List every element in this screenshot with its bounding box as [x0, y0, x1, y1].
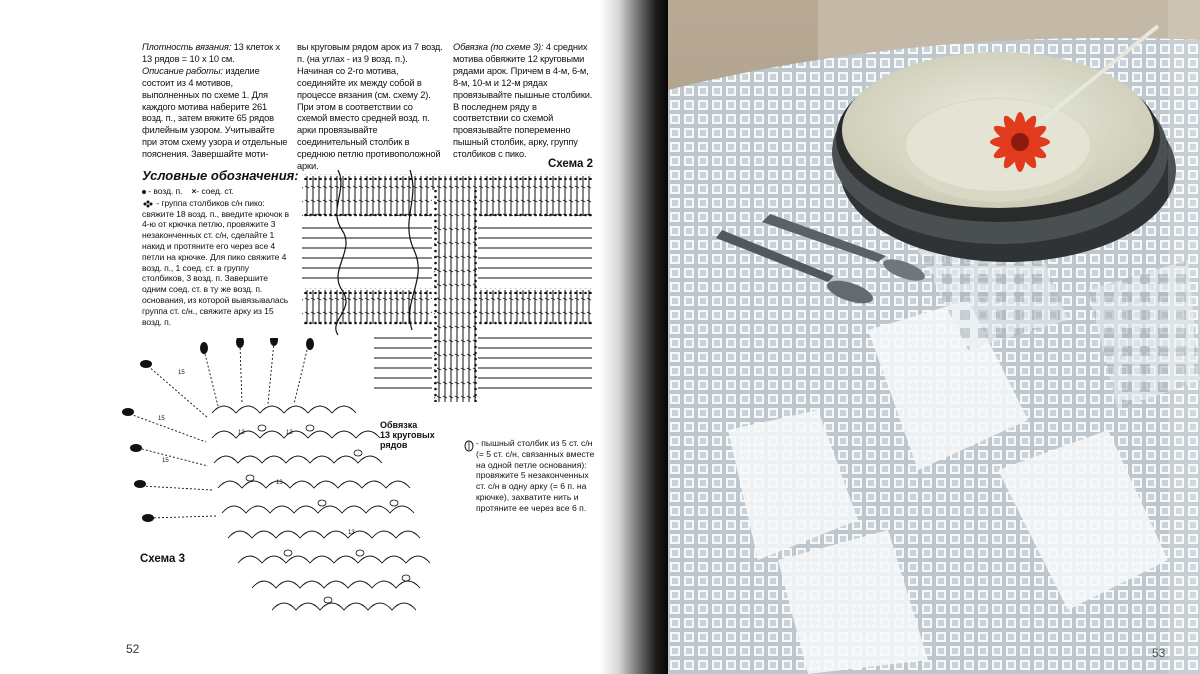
scheme-3-label: Схема 3 [140, 553, 186, 565]
puff-stitch-note: - пышный столбик из 5 ст. с/н (= 5 ст. с/н, связанных вместе на одной петле основания): провяжите 5 незаконченных ст. с/н в одну арку (= 6 п. на крючке), захватите нить и протяните ее через все 6 п. [476, 438, 595, 513]
legend-title: Условные обозначения: [142, 168, 299, 183]
arc-count-15-b: 15 [158, 416, 165, 422]
edging-rows-label-line1: Обвязка [380, 420, 418, 430]
edging-rows-label-line2: 13 круговых [380, 430, 435, 440]
edging-rows-label [380, 420, 435, 450]
edging-label: Обвязка (по схеме 3): [453, 42, 544, 52]
arc-count-13-b: 13 [286, 430, 293, 436]
legend-slip: - соед. ст. [196, 186, 234, 196]
picot-group-symbol-icon [142, 199, 154, 209]
puff-stitch-symbol-icon [464, 440, 474, 452]
chain-symbol-icon [142, 190, 146, 194]
legend-chain: - возд. п. [148, 186, 183, 196]
tablecloth-photo [668, 0, 1200, 674]
scheme-3-diagram [122, 338, 462, 638]
arc-count-13-d: 13 [348, 530, 355, 536]
edging-text: 4 средних мотива обвяжите 12 круговыми рядами арок. Причем в 4-м, 6-м, 8-м, 10-м и 12-м рядах провязывайте пышные столбики. В последнем ряду в соответствии со схемой провязывайте попеременно пышный столбик, арку, группу столбиков с пико. [453, 42, 593, 160]
book-gutter-shadow [600, 0, 672, 674]
edging-rows-label-line3: рядов [380, 440, 408, 450]
text-column-1 [142, 42, 290, 161]
arc-count-13-c: 13 [276, 480, 283, 486]
legend-picot-group: - группа столбиков с/н пико: свяжите 18 возд. п., введите крючок в 4-ю от крючка петлю, провяжите 3 незаконченных ст. с/н, сделайте 1 накид и протяните его через все 4 петли на крючке. Для пико свяжите 4 возд. п., 1 соед. ст. в группу столбиков, 3 возд. п. Завершите одним соед. ст. в ту же возд. п. основания, из которой вывязывалась группа ст. с/н., свяжите арку из 15 возд. п. [142, 197, 289, 327]
density-label: Плотность вязания: [142, 42, 232, 52]
slip-stitch-symbol-icon: × [191, 186, 197, 196]
scheme-2-label: Схема 2 [548, 158, 594, 170]
arc-count-15: 15 [178, 370, 185, 376]
arc-count-15-c: 15 [162, 458, 169, 464]
description-label: Описание работы: [142, 65, 223, 76]
text-column-3 [453, 42, 593, 161]
density-text: 13 клеток х 13 рядов = 10 х 10 см. [142, 42, 280, 64]
legend [142, 186, 290, 328]
tablecloth-photo-illustration [668, 0, 1200, 674]
description-text: изделие состоит из 4 мотивов, выполненных по схеме 1. Для каждого мотива наберите 261 возд. п., затем вяжите 65 рядов филейным узором. Учитывайте при этом схему узора и отдельные пояснения. Завершайте моти- [142, 65, 288, 160]
page-number-left: 52 [126, 642, 140, 656]
column2-text: вы круговым рядом арок из 7 возд. п. (на углах - из 9 возд. п.). Начиная со 2-го мотива, соединяйте их между собой в процессе вязания (см. схему 2). При этом в соответствии со схемой вместо средней возд. п. арки провязывайте соединительный столбик в среднюю петлю противоположной арки. [297, 42, 443, 172]
text-column-2 [297, 42, 445, 173]
page-number-right: 53 [1152, 646, 1166, 660]
arc-count-13: 13 [238, 430, 245, 436]
